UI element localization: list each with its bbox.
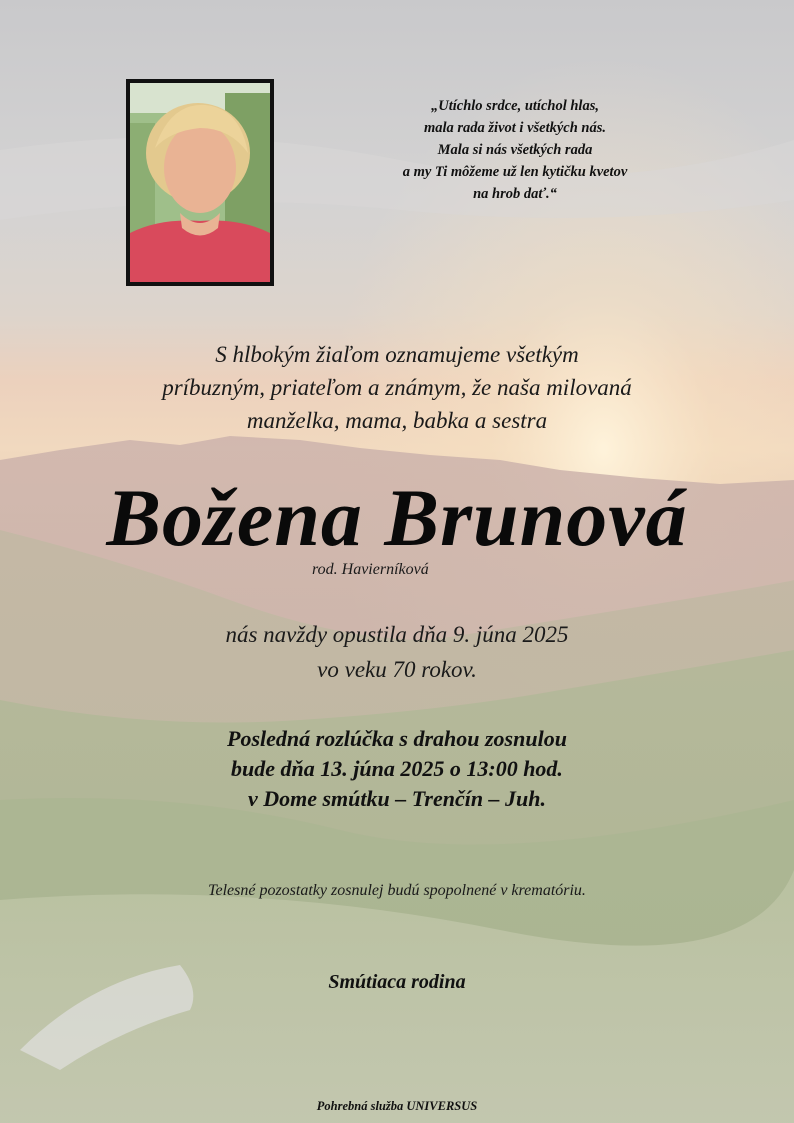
portrait-photo [126,79,274,286]
intro-line: manželka, mama, babka a sestra [246,408,548,433]
remains-note: Telesné pozostatky zosnulej budú spopolnené v krematóriu. [208,882,586,899]
funeral-line: bude dňa 13. júna 2025 o 13:00 hod. [231,756,563,781]
deceased-name: Božena Brunová [106,472,688,563]
poem-line: a my Ti môžeme už len kytičku kvetov [402,164,628,180]
intro-line: S hlbokým žiaľom oznamujeme všetkým [215,342,579,367]
poem-line: mala rada život i všetkých nás. [423,120,607,136]
family-signature: Smútiaca rodina [328,971,466,993]
death-date-line: nás navždy opustila dňa 9. júna 2025 [225,622,569,647]
death-notice [0,617,794,687]
poem-line: na hrob dať.“ [473,186,557,202]
intro-line: príbuzným, priateľom a známym, že naša milovaná [162,375,632,400]
funeral-details [0,724,794,814]
maiden-name: rod. Havierníková [312,561,429,578]
announcement-intro [0,338,794,437]
poem-line: „Utíchlo srdce, utíchol hlas, [431,98,599,114]
funeral-line: Posledná rozlúčka s drahou zosnulou [227,726,567,751]
funeral-line: v Dome smútku – Trenčín – Juh. [247,786,547,811]
funeral-service-name: Pohrebná služba UNIVERSUS [316,1099,478,1113]
age-line: vo veku 70 rokov. [317,657,477,682]
portrait-image [130,83,270,282]
memorial-poem [360,95,670,205]
poem-line: Mala si nás všetkých rada [437,142,593,158]
